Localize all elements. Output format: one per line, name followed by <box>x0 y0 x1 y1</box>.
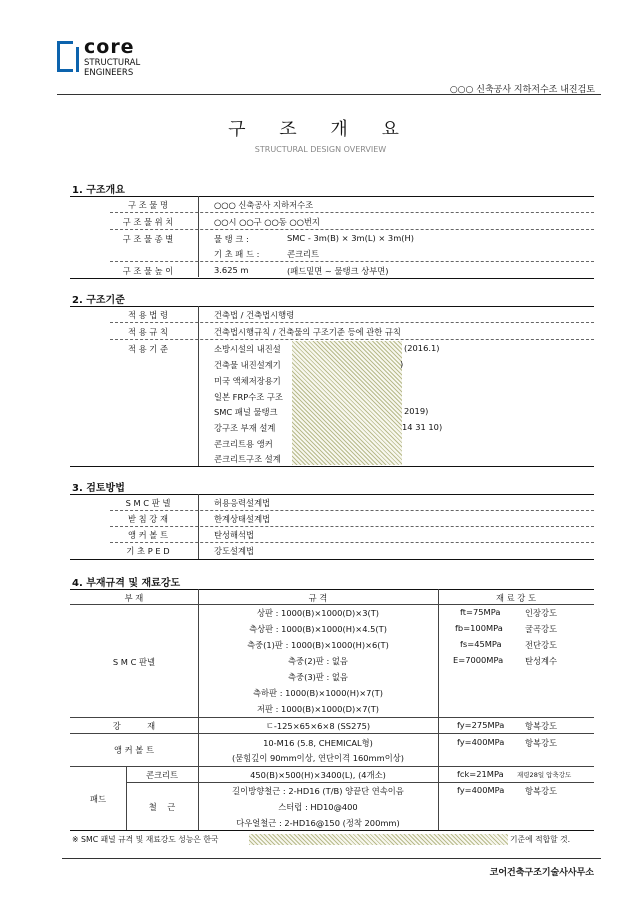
section-1-heading: 1. 구조개요 <box>72 185 125 196</box>
rule <box>110 261 594 262</box>
col-header-spec: 규 격 <box>308 593 328 603</box>
rule <box>70 589 594 590</box>
s1-value-location: ○○시 ○○구 ○○동 ○○번지 <box>214 217 320 227</box>
anchor-spec: 10-M16 (5.8, CHEMICAL형) <box>263 738 373 748</box>
rule <box>70 466 594 467</box>
section-4-heading: 4. 부재규격 및 재료강도 <box>72 578 181 589</box>
rule <box>110 322 594 323</box>
smc-strength-value: E=7000MPa <box>453 655 504 665</box>
page-title: 구 조 개 요 <box>228 119 413 140</box>
rule <box>110 212 594 213</box>
page-subtitle: STRUCTURAL DESIGN OVERVIEW <box>254 145 387 154</box>
standard-item: 건축물 내진설계기 <box>214 360 281 370</box>
rule <box>70 278 594 279</box>
pad-rebar-spec: 스터럽 : HD10@400 <box>278 802 358 812</box>
steel-strength-name: 항복강도 <box>525 721 558 731</box>
rule <box>110 542 594 543</box>
note-end: 기준에 적합할 것. <box>510 835 571 844</box>
col-divider <box>438 589 439 830</box>
note-start: ※ SMC 패널 규격 및 재료강도 성능은 한국 <box>72 835 219 844</box>
rule <box>70 604 594 605</box>
s2-label-standard: 적 용 기 준 <box>128 344 168 354</box>
s3-label-smc: S M C 판 넬 <box>125 498 171 508</box>
steel-spec: ㄷ-125×65×6×8 (SS275) <box>265 721 371 731</box>
pad-rebar-label: 철 근 <box>148 802 176 812</box>
s1-label-name: 구 조 물 명 <box>128 200 168 210</box>
pad-rebar-strength-name: 항복강도 <box>525 786 558 796</box>
standard-tail: ) <box>400 359 404 369</box>
smc-spec: 측상판 : 1000(B)×1000(H)×4.5(T) <box>249 624 387 634</box>
smc-strength-name: 탄성계수 <box>525 656 558 666</box>
redaction-hatch <box>292 341 402 465</box>
standard-item: 미국 액체저장용기 <box>214 376 281 386</box>
document-title: ○○○ 신축공사 지하저수조 내진검토 <box>449 85 595 95</box>
standard-item: 콘크리트용 앵커 <box>214 439 273 449</box>
logo-line1: STRUCTURAL <box>84 58 141 68</box>
s2-value-law: 건축법 / 건축법시행령 <box>214 310 295 320</box>
pad-rebar-spec: 다우얼철근 : 2-HD16@150 (정착 200mm) <box>236 818 400 828</box>
footer-company: 코어건축구조기술사사무소 <box>489 868 594 878</box>
pad-rebar-spec: 길이방향철근 : 2-HD16 (T/B) 양끝단 연속이음 <box>232 786 404 796</box>
pad-concrete-label: 콘크리트 <box>145 770 179 780</box>
s1-value-type-a2: SMC - 3m(B) × 3m(L) × 3m(H) <box>287 233 414 243</box>
logo-word: core <box>84 36 135 58</box>
logo-mark <box>57 41 73 72</box>
standard-item: 강구조 부재 설계 <box>214 423 276 433</box>
smc-strength-value: fs=45MPa <box>460 639 502 649</box>
standard-tail: (2016.1) <box>404 343 440 353</box>
s3-label-ped: 기 초 P E D <box>126 546 170 556</box>
smc-spec: 측중(1)판 : 1000(B)×1000(H)×6(T) <box>247 640 389 650</box>
standard-item: 콘크리트구조 설계 <box>214 454 281 464</box>
rule <box>126 782 594 783</box>
s1-value-type-b: 기 초 패 드 : <box>214 249 260 259</box>
s1-value-type-b2: 콘크리트 <box>287 249 320 259</box>
standard-item: 소방시설의 내진설 <box>214 344 281 354</box>
smc-spec: 상판 : 1000(B)×1000(D)×3(T) <box>256 608 380 618</box>
s1-label-height: 구 조 물 높 이 <box>122 266 174 276</box>
s3-value-steel: 한계상태설계법 <box>214 514 271 524</box>
pad-label: 패드 <box>89 794 107 804</box>
section-3-heading: 3. 검토방법 <box>72 483 125 494</box>
s1-value-type-a: 물 탱 크 : <box>214 234 249 244</box>
anchor-label: 앵 커 볼 트 <box>114 745 154 755</box>
rule <box>70 717 594 718</box>
s3-value-ped: 강도설계법 <box>214 546 255 556</box>
anchor-strength-name: 항복강도 <box>525 738 558 748</box>
rule <box>110 339 594 340</box>
section-2-heading: 2. 구조기준 <box>72 295 125 306</box>
pad-concrete-strength: fck=21MPa <box>457 769 504 779</box>
steel-label: 강 재 <box>112 721 156 731</box>
smc-spec: 측하판 : 1000(B)×1000(H)×7(T) <box>253 688 383 698</box>
s1-value-height-note: (패드밑면 ~ 물탱크 상부면) <box>287 266 389 276</box>
col-header-member: 부 재 <box>124 593 144 603</box>
s3-value-anchor: 탄성해석법 <box>214 530 255 540</box>
s1-label-type: 구 조 물 종 별 <box>122 234 174 244</box>
rule <box>70 830 594 831</box>
smc-strength-value: ft=75MPa <box>460 607 501 617</box>
smc-label: S M C 판넬 <box>112 657 156 667</box>
anchor-strength-value: fy=400MPa <box>457 737 505 747</box>
rule <box>110 510 594 511</box>
s1-value-height: 3.625 m <box>214 265 249 275</box>
s3-label-anchor: 앵 커 볼 트 <box>128 530 168 540</box>
s2-label-law: 적 용 법 령 <box>128 310 168 320</box>
rule <box>70 766 594 767</box>
redaction-hatch <box>249 834 508 845</box>
col-divider <box>198 306 199 466</box>
s2-value-rule: 건축법시행규칙 / 건축물의 구조기준 등에 관한 규칙 <box>214 327 401 337</box>
anchor-spec-note: (묻힘깊이 90mm이상, 연단이격 160mm이상) <box>232 753 404 763</box>
col-divider <box>198 494 199 560</box>
standard-item: SMC 패널 물탱크 <box>214 407 278 417</box>
standard-tail: 2019) <box>404 406 429 416</box>
s2-label-rule: 적 용 규 칙 <box>128 327 168 337</box>
smc-spec: 측중(3)판 : 없음 <box>288 672 348 682</box>
rule <box>70 559 594 560</box>
s1-label-location: 구 조 물 위 치 <box>122 217 174 227</box>
col-divider <box>198 196 199 277</box>
logo-line2: ENGINEERS <box>84 68 134 78</box>
s3-label-steel: 받 침 강 재 <box>128 514 168 524</box>
smc-strength-name: 인장강도 <box>525 608 558 618</box>
smc-spec: 저판 : 1000(B)×1000(D)×7(T) <box>256 704 380 714</box>
rule <box>110 526 594 527</box>
smc-strength-name: 전단강도 <box>525 640 558 650</box>
pad-rebar-strength: fy=400MPa <box>457 785 505 795</box>
rule <box>70 494 594 495</box>
col-header-strength: 재 료 강 도 <box>496 593 536 603</box>
s3-value-smc: 허용응력설계법 <box>214 498 271 508</box>
smc-strength-name: 굴곡강도 <box>525 624 558 634</box>
rule <box>110 229 594 230</box>
rule <box>70 306 594 307</box>
standard-item: 일본 FRP수조 구조 <box>214 392 283 402</box>
smc-strength-value: fb=100MPa <box>455 623 503 633</box>
s1-value-name: ○○○ 신축공사 지하저수조 <box>214 200 314 210</box>
smc-spec: 측중(2)판 : 없음 <box>288 656 348 666</box>
pad-concrete-strength-name: 재령28일 압축강도 <box>517 771 572 779</box>
rule <box>70 733 594 734</box>
rule <box>70 196 594 197</box>
standard-tail: 14 31 10) <box>402 422 443 432</box>
steel-strength-value: fy=275MPa <box>457 720 505 730</box>
pad-concrete-spec: 450(B)×500(H)×3400(L), (4개소) <box>250 770 386 780</box>
footer-rule <box>62 858 601 859</box>
